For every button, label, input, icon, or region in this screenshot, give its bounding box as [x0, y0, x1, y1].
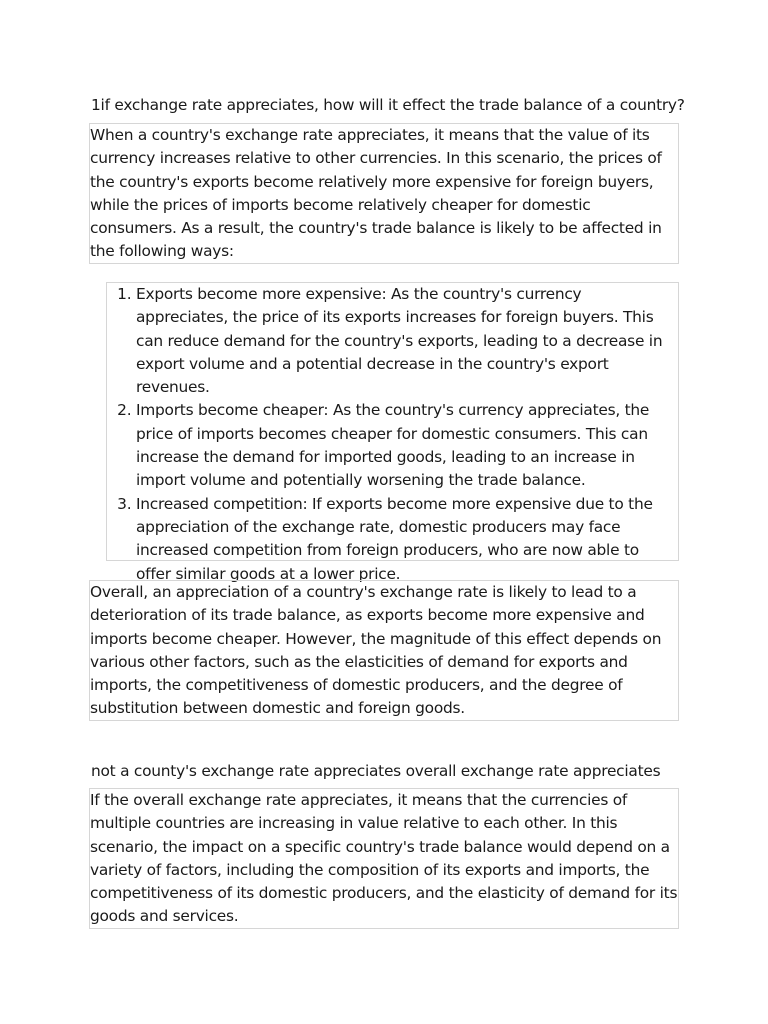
list-item: 2. Imports become cheaper: As the country's currency appreciates, the price of imports becomes cheaper for domestic consumers. This can increase the demand for imported goods, leading to an increase in import volume and potentially worsening the trade balance.	[136, 399, 678, 492]
answer-1-conclusion: Overall, an appreciation of a country's exchange rate is likely to lead to a deterioration of its trade balance, as exports become more expensive and imports become cheaper. However, the magnitude of this effect depends on various other factors, such as the elasticities of demand for exports and imports, the competitiveness of domestic producers, and the degree of substitution between domestic and foreign goods.	[90, 583, 662, 718]
answer-1-intro: When a country's exchange rate appreciates, it means that the value of its currency increases relative to other currencies. In this scenario, the prices of the country's exports become relatively more expensive for foreign buyers, while the prices of imports become relatively cheaper for domestic consumers. As a result, the country's trade balance is likely to be affected in the following ways:	[90, 126, 662, 261]
answer-1-list	[107, 283, 678, 586]
answer-2: If the overall exchange rate appreciates, it means that the currencies of multiple countries are increasing in value relative to each other. In this scenario, the impact on a specific country's trade balance would depend on a variety of factors, including the composition of its exports and imports, the competitiveness of its domestic producers, and the elasticity of demand for its goods and services.	[90, 791, 678, 926]
question-1: 1if exchange rate appreciates, how will it effect the trade balance of a country?	[91, 96, 685, 114]
question-2: not a county's exchange rate appreciates overall exchange rate appreciates	[91, 762, 661, 780]
answer-1-list-block	[106, 282, 679, 583]
list-item: 1. Exports become more expensive: As the country's currency appreciates, the price of its exports increases for foreign buyers. This can reduce demand for the country's exports, leading to a decrease in export volume and a potential decrease in the country's export revenues.	[136, 283, 678, 399]
answer-2-block	[89, 788, 679, 929]
answer-1-intro-block	[89, 123, 679, 264]
answer-1-conclusion-block	[89, 580, 679, 721]
list-item: 3. Increased competition: If exports become more expensive due to the appreciation of the exchange rate, domestic producers may face increased competition from foreign producers, who are now able to offer similar goods at a lower price.	[136, 493, 678, 586]
